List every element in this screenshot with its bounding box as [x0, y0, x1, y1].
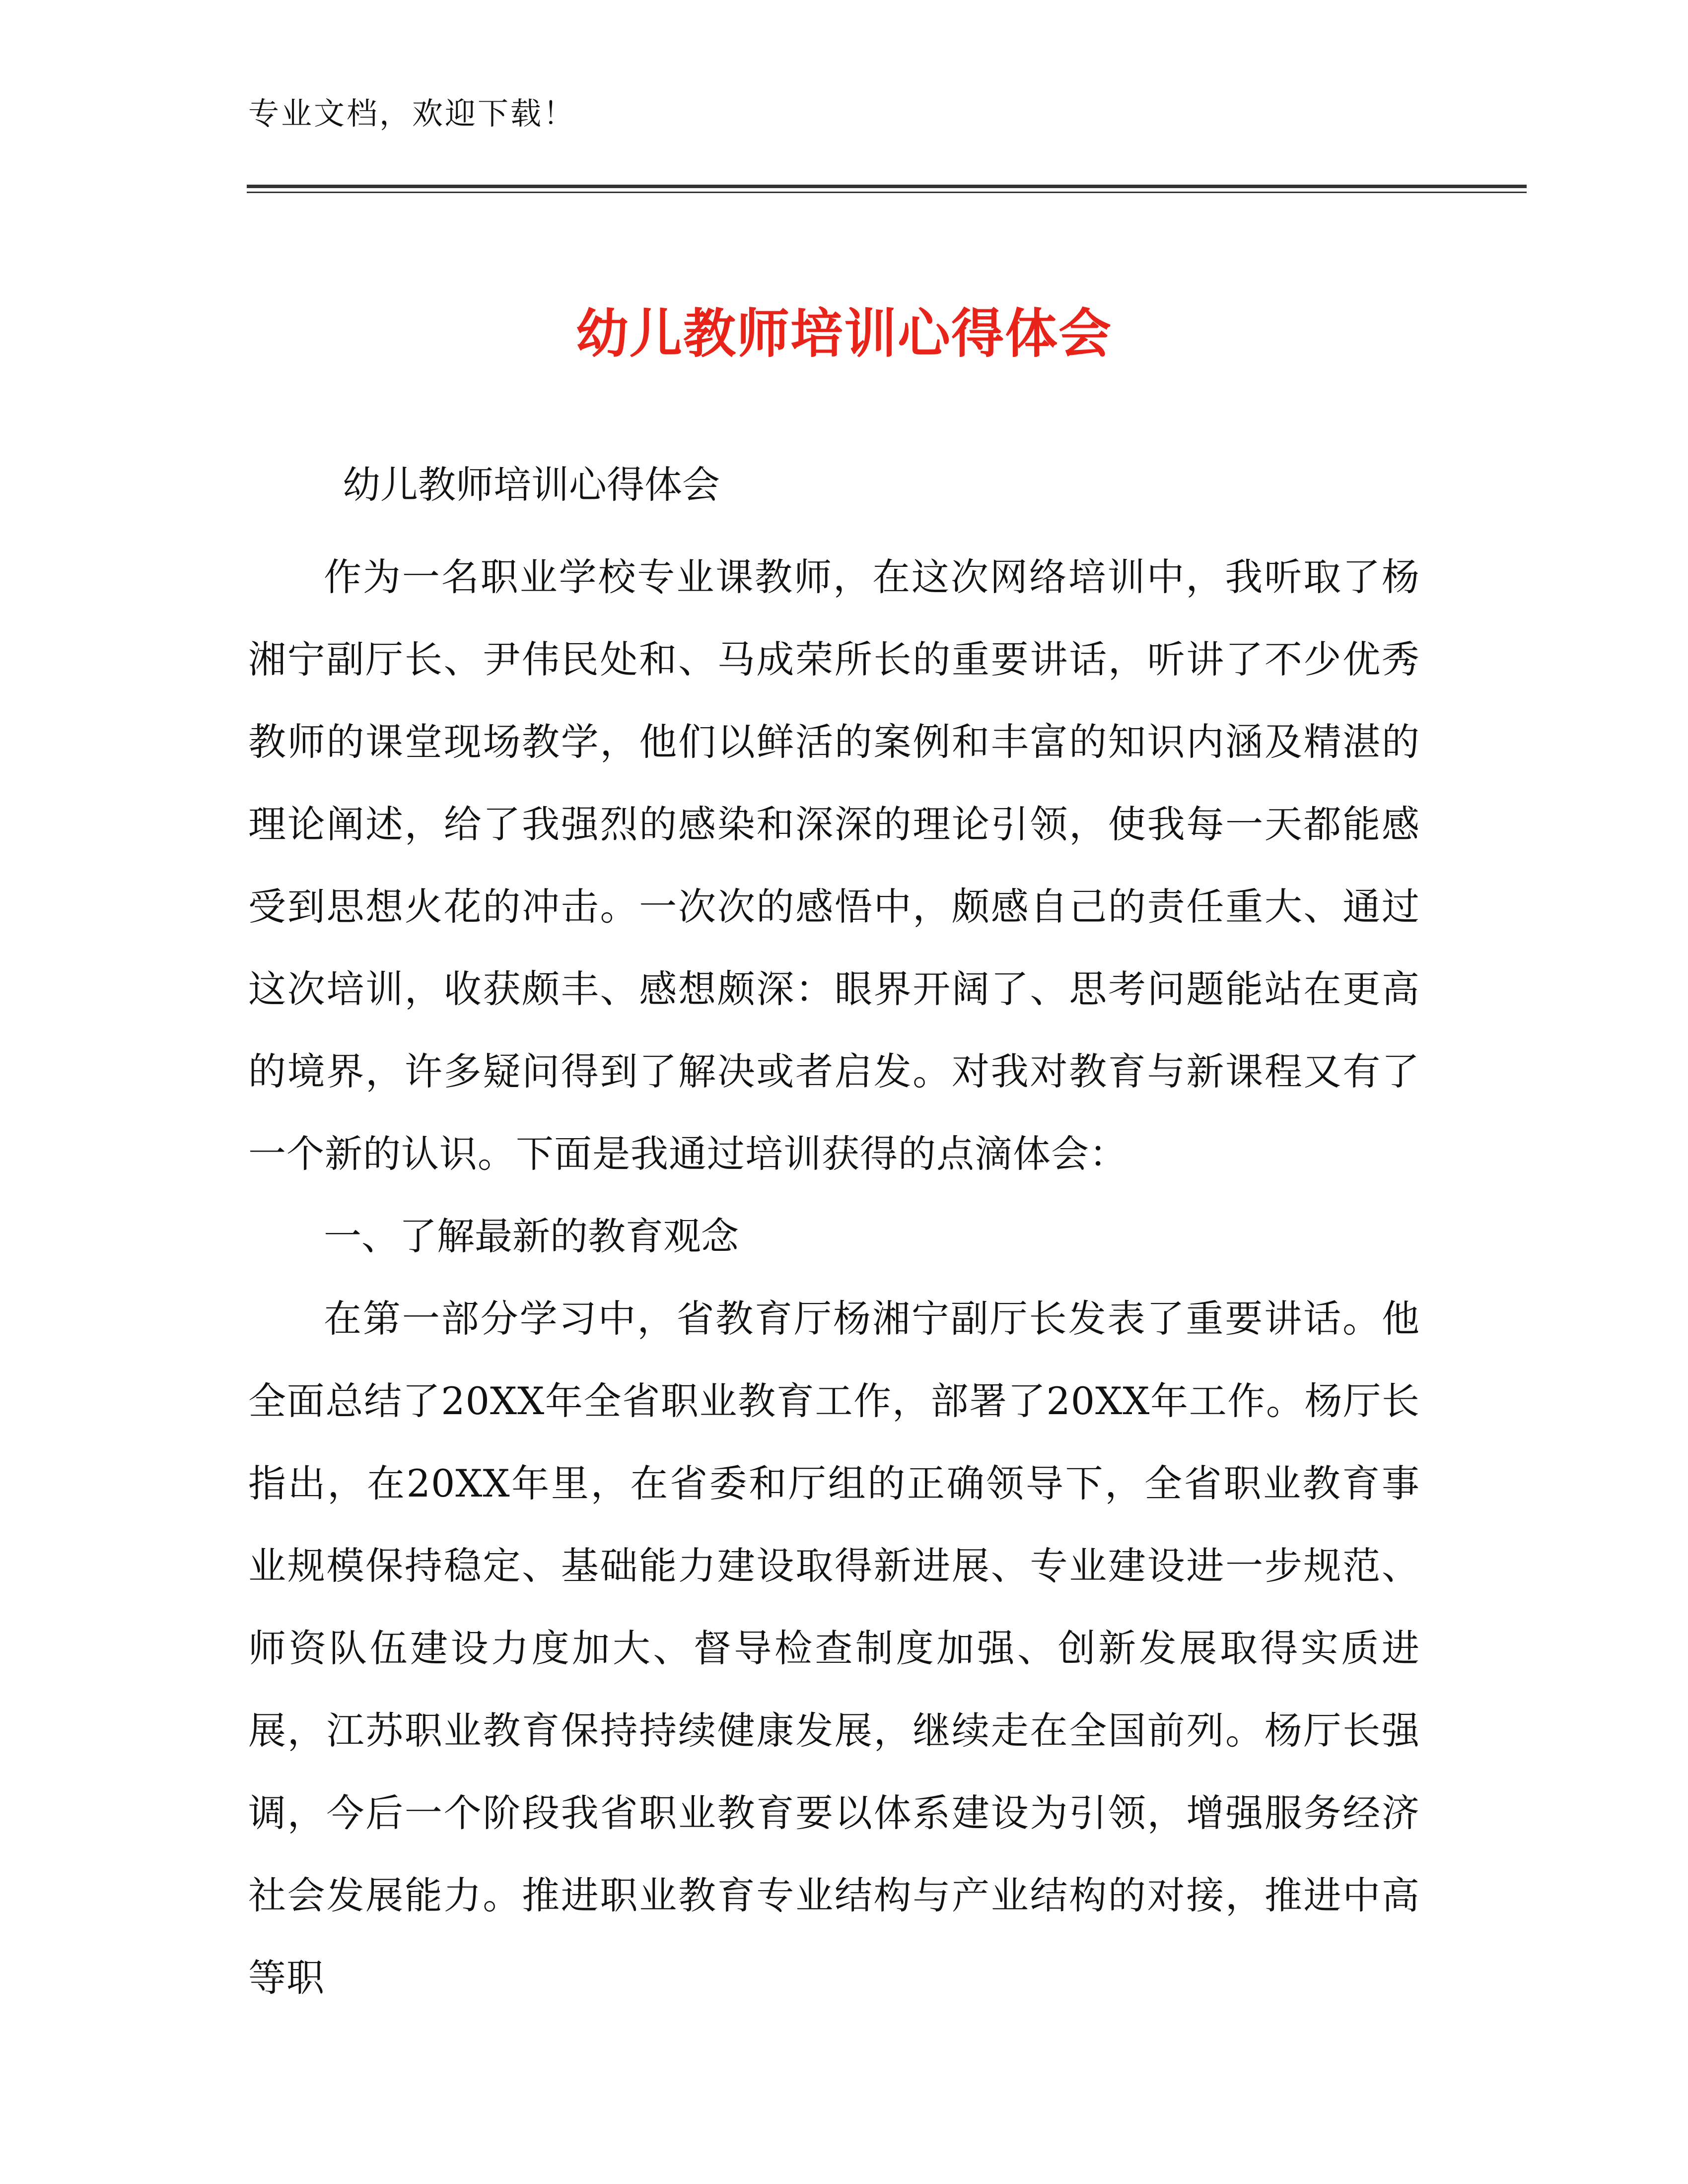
paragraph-section-one: 在第一部分学习中，省教育厅杨湘宁副厅长发表了重要讲话。他全面总结了20XX年全省职业教育工作，部署了20XX年工作。杨厅长指出，在20XX年里，在省委和厅组的正确领导下，全省职业教育事业规模保持稳定、基础能力建设取得新进展、专业建设进一步规范、师资队伍建设力度加大、督导检查制度加强、创新发展取得实质进展，江苏职业教育保持持续健康发展，继续走在全国前列。杨厅长强调，今后一个阶段我省职业教育要以体系建设为引领，增强服务经济社会发展能力。推进职业教育专业结构与产业结构的对接，推进中高等职 — [248, 1297, 1420, 2000]
header-rule-thin — [247, 192, 1527, 193]
body-text — [248, 536, 1420, 2019]
document-title: 幼儿教师培训心得体会 — [576, 303, 1112, 364]
document-subtitle: 幼儿教师培训心得体会 — [343, 463, 720, 507]
paragraph-intro: 作为一名职业学校专业课教师，在这次网络培训中，我听取了杨湘宁副厅长、尹伟民处和、马成荣所长的重要讲话，听讲了不少优秀教师的课堂现场教学，他们以鲜活的案例和丰富的知识内涵及精湛的理论阐述，给了我强烈的感染和深深的理论引领，使我每一天都能感受到思想火花的冲击。一次次的感悟中，颇感自己的责任重大、通过这次培训，收获颇丰、感想颇深：眼界开阔了、思考问题能站在更高的境界，许多疑问得到了解决或者启发。对我对教育与新课程又有了一个新的认识。下面是我通过培训获得的点滴体会： — [248, 555, 1420, 1176]
section-heading: 一、了解最新的教育观念 — [324, 1214, 739, 1258]
header-rule-thick — [247, 185, 1527, 188]
header-text: 专业文档，欢迎下载！ — [248, 95, 576, 132]
